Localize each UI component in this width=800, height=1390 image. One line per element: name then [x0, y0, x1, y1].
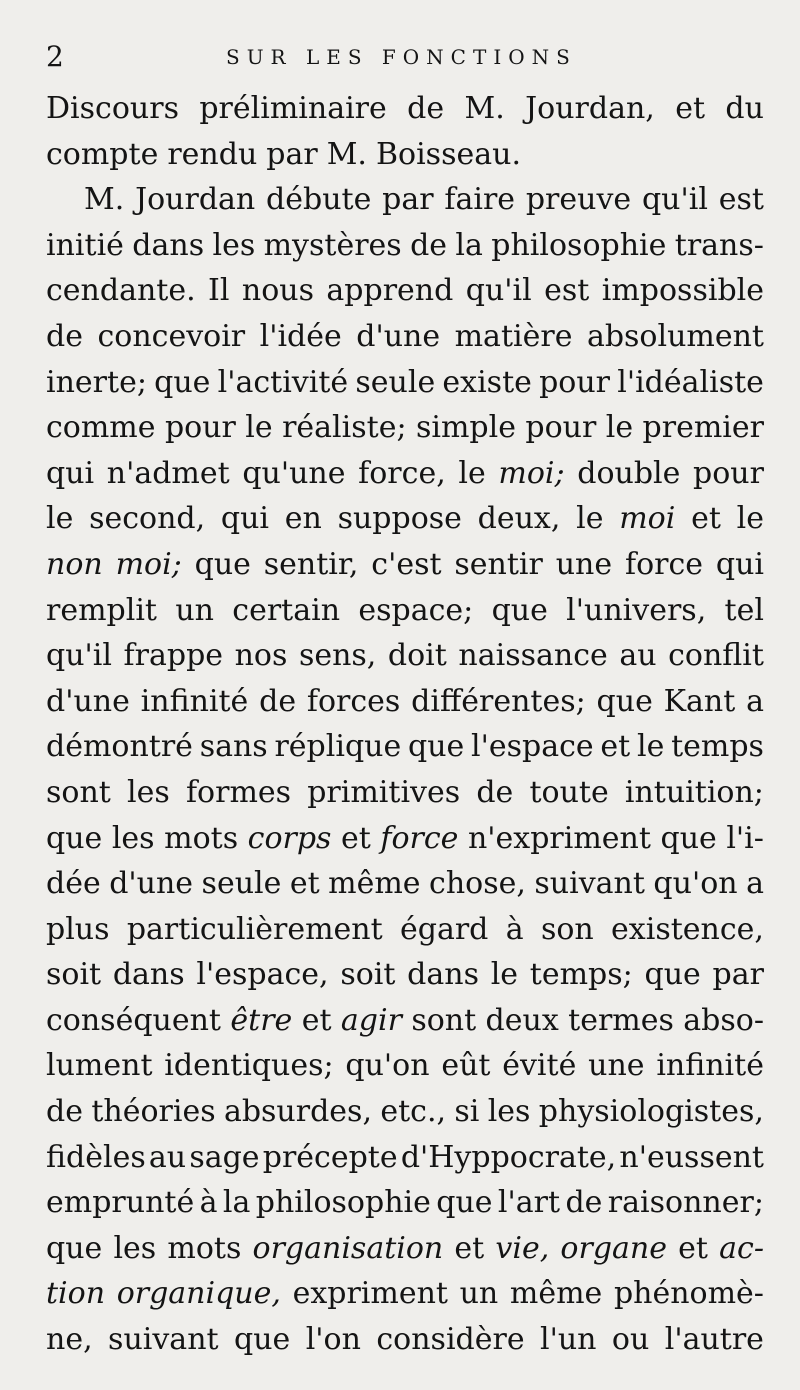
word: fidèles: [46, 1139, 146, 1175]
word: du: [725, 91, 764, 126]
word: même: [328, 866, 421, 902]
text-line: [46, 268, 764, 314]
word: que: [407, 729, 465, 765]
word: et: [678, 1230, 708, 1266]
word: ne,: [46, 1322, 93, 1358]
word: vie,: [495, 1230, 550, 1266]
text-line: [46, 1043, 764, 1089]
word: chose,: [429, 866, 526, 902]
word: par: [712, 957, 764, 993]
word: le: [245, 410, 273, 446]
word: qu'il: [46, 638, 112, 674]
word: frappe: [123, 638, 224, 674]
word: l'espace: [471, 729, 594, 765]
word: l'idéaliste: [617, 364, 764, 400]
word: moi;: [498, 455, 565, 491]
word: que: [660, 820, 717, 856]
word: double: [577, 455, 681, 491]
word: simple: [415, 410, 516, 446]
word: n'expriment: [467, 820, 651, 856]
word: sans: [199, 729, 268, 765]
text-line: [46, 496, 764, 542]
word: dans: [112, 957, 185, 993]
running-title: SUR LES FONCTIONS: [226, 45, 577, 69]
word: différentes;: [411, 683, 586, 719]
word: Kant: [663, 683, 736, 719]
word: d'une: [356, 318, 441, 354]
word: pour: [539, 364, 611, 400]
word: qu'il: [465, 273, 532, 309]
word: remplit: [46, 592, 157, 628]
word: infinité: [656, 1048, 764, 1084]
text-line: [46, 542, 764, 588]
word: l'on: [305, 1322, 361, 1358]
word: existe: [442, 364, 532, 400]
word: et: [341, 820, 371, 856]
word: pour: [164, 410, 236, 446]
word: espace;: [358, 592, 474, 628]
text-line: [46, 1226, 764, 1272]
word: un: [459, 1276, 499, 1312]
word: agir: [340, 1002, 402, 1038]
word: dée: [46, 866, 101, 902]
word: impossible: [601, 273, 764, 309]
word: être: [230, 1002, 293, 1038]
word: l'espace,: [196, 957, 329, 993]
word: le: [636, 729, 665, 765]
text-line: [46, 816, 764, 862]
word: l'un: [540, 1322, 597, 1358]
word: son: [540, 911, 594, 947]
word: M.: [326, 136, 367, 172]
word: intuition;: [624, 774, 764, 810]
word: Jourdan: [135, 182, 256, 218]
text-line: [46, 724, 764, 770]
word: force: [380, 820, 459, 856]
word: une: [555, 546, 613, 582]
word: en: [284, 501, 322, 537]
word: Il: [208, 273, 230, 309]
word: par: [266, 136, 318, 172]
word: réaliste;: [282, 410, 407, 446]
word: raisonner;: [607, 1185, 764, 1221]
word: force,: [358, 455, 446, 491]
word: temps;: [529, 957, 633, 993]
word: réplique: [274, 729, 402, 765]
word: mots: [167, 1230, 242, 1266]
text-line: [46, 907, 764, 953]
word: si: [454, 1094, 480, 1130]
word: que: [491, 592, 548, 628]
text-line: [46, 679, 764, 725]
word: les: [127, 774, 170, 810]
word: organisation: [252, 1230, 444, 1266]
text-line: [46, 770, 764, 816]
word: Boisseau.: [375, 136, 521, 172]
word: l'activité: [217, 364, 349, 400]
word: termes: [568, 1002, 674, 1038]
word: et: [600, 729, 631, 765]
word: d'Hyppocrate,: [400, 1139, 617, 1175]
word: théories: [91, 1094, 216, 1130]
word: un: [175, 592, 214, 628]
word: infinité: [140, 683, 249, 719]
word: que: [46, 820, 103, 856]
word: n'eussent: [619, 1139, 764, 1175]
text-line: [46, 1180, 764, 1226]
text-line: [46, 952, 764, 998]
text-line: [46, 861, 764, 907]
word: à: [505, 911, 524, 947]
word: dans: [407, 957, 479, 993]
word: premier: [642, 410, 764, 446]
word: M.: [84, 182, 125, 218]
word: Jourdan,: [525, 91, 655, 126]
word: débute: [266, 182, 372, 218]
word: le: [46, 501, 74, 537]
text-line: [46, 86, 764, 132]
text-line: [46, 405, 764, 451]
text-line: [46, 177, 764, 223]
page-number: 2: [46, 40, 64, 73]
word: que: [596, 683, 653, 719]
word: mystères: [263, 227, 402, 263]
text-line: [46, 223, 764, 269]
word: existence,: [611, 911, 764, 947]
word: nous: [241, 273, 315, 309]
word: de: [407, 91, 445, 126]
word: organe: [560, 1230, 667, 1266]
word: seule: [201, 866, 282, 902]
word: Discours: [46, 91, 179, 126]
word: nos: [234, 638, 288, 674]
word: plus: [46, 911, 110, 947]
word: de: [46, 1094, 83, 1130]
word: qui: [46, 455, 95, 491]
word: rendu: [167, 136, 258, 172]
word: l'univers,: [566, 592, 707, 628]
word: que: [234, 1322, 291, 1358]
word: et: [675, 91, 706, 126]
word: conséquent: [46, 1002, 221, 1038]
word: a: [746, 683, 764, 719]
word: l'i-: [726, 820, 764, 856]
word: les: [212, 227, 256, 263]
word: l'art: [497, 1185, 561, 1221]
word: suivant: [108, 1322, 219, 1358]
word: physiologistes,: [538, 1094, 764, 1130]
word: doit: [387, 638, 447, 674]
word: est: [544, 273, 590, 309]
word: que: [644, 957, 701, 993]
word: soit: [46, 957, 102, 993]
word: phénomè-: [613, 1276, 764, 1312]
word: M.: [464, 91, 505, 126]
word: le: [605, 410, 634, 446]
word: qu'on: [653, 866, 738, 902]
word: deux: [485, 1002, 559, 1038]
word: de: [259, 683, 297, 719]
word: que: [154, 364, 211, 400]
word: les: [487, 1094, 531, 1130]
word: absurdes,: [223, 1094, 372, 1130]
word: préliminaire: [199, 91, 387, 126]
word: qui: [715, 546, 764, 582]
word: même: [509, 1276, 603, 1312]
word: absolument: [586, 318, 764, 354]
word: matière: [454, 318, 573, 354]
word: et: [301, 1002, 332, 1038]
word: de: [476, 774, 514, 810]
text-line: [46, 314, 764, 360]
word: sont: [46, 774, 111, 810]
text-line: [46, 633, 764, 679]
word: organique,: [116, 1276, 281, 1312]
word: moi;: [115, 546, 182, 582]
word: pour: [525, 410, 597, 446]
word: eût: [441, 1048, 491, 1084]
word: identiques;: [164, 1048, 334, 1084]
word: au: [148, 1139, 187, 1175]
word: emprunté: [46, 1185, 195, 1221]
word: pour: [693, 455, 764, 491]
word: par: [382, 182, 434, 218]
text-line: [46, 588, 764, 634]
word: preuve: [525, 182, 632, 218]
word: inerte;: [46, 364, 147, 400]
word: conflit: [668, 638, 764, 674]
word: les: [111, 820, 155, 856]
word: qu'il: [641, 182, 708, 218]
word: force: [624, 546, 704, 582]
word: sentir: [454, 546, 543, 582]
word: particulièrement: [126, 911, 383, 947]
word: expriment: [292, 1276, 448, 1312]
word: que: [436, 1185, 493, 1221]
word: qu'on: [345, 1048, 430, 1084]
word: tion: [46, 1276, 106, 1312]
word: non: [46, 546, 103, 582]
word: et: [691, 501, 721, 537]
word: tel: [724, 592, 764, 628]
word: philosophie: [491, 227, 667, 263]
word: faire: [444, 182, 516, 218]
word: ou: [611, 1322, 650, 1358]
word: évité: [502, 1048, 577, 1084]
word: une: [588, 1048, 645, 1084]
word: qu'une: [242, 455, 346, 491]
word: c'est: [371, 546, 442, 582]
word: l'autre: [664, 1322, 764, 1358]
word: sens,: [298, 638, 377, 674]
text-line: [46, 360, 764, 406]
word: concevoir: [97, 318, 246, 354]
word: de: [46, 318, 83, 354]
word: toute: [529, 774, 609, 810]
word: sage: [189, 1139, 260, 1175]
page-header: [46, 40, 760, 74]
word: trans-: [674, 227, 764, 263]
word: seule: [355, 364, 436, 400]
word: qui: [220, 501, 270, 537]
body-text: [46, 86, 764, 1363]
word: la: [222, 1185, 251, 1221]
word: suivant: [534, 866, 645, 902]
word: philosophie: [255, 1185, 431, 1221]
word: dans: [132, 227, 205, 263]
text-line: [46, 451, 764, 497]
word: temps: [671, 729, 764, 765]
word: abso-: [683, 1002, 764, 1038]
word: suppose: [337, 501, 462, 537]
word: que: [46, 1230, 103, 1266]
word: que: [194, 546, 251, 582]
word: démontré: [46, 729, 193, 765]
word: cendante.: [46, 273, 196, 309]
word: précepte: [262, 1139, 398, 1175]
word: n'admet: [106, 455, 230, 491]
word: le: [458, 455, 486, 491]
word: au: [619, 638, 657, 674]
word: sont: [411, 1002, 477, 1038]
word: d'une: [46, 683, 130, 719]
word: initié: [46, 227, 124, 263]
word: naissance: [458, 638, 608, 674]
word: les: [113, 1230, 157, 1266]
word: le: [576, 501, 604, 537]
word: ac-: [719, 1230, 764, 1266]
word: et: [289, 866, 320, 902]
text-line: [46, 1135, 764, 1181]
word: comme: [46, 410, 156, 446]
word: etc.,: [380, 1094, 447, 1130]
word: sentir,: [263, 546, 359, 582]
word: certain: [232, 592, 341, 628]
word: moi: [619, 501, 676, 537]
text-line: [46, 132, 764, 178]
word: considère: [376, 1322, 525, 1358]
word: compte: [46, 136, 159, 172]
word: de: [565, 1185, 603, 1221]
word: à: [199, 1185, 218, 1221]
word: le: [490, 957, 519, 993]
text-line: [46, 1271, 764, 1317]
text-line: [46, 1317, 764, 1363]
word: et: [454, 1230, 485, 1266]
word: est: [718, 182, 764, 218]
word: soit: [340, 957, 396, 993]
word: la: [455, 227, 483, 263]
word: le: [736, 501, 764, 537]
text-line: [46, 1089, 764, 1135]
word: a: [746, 866, 764, 902]
word: l'idée: [259, 318, 342, 354]
word: égard: [400, 911, 489, 947]
word: formes: [185, 774, 292, 810]
word: corps: [247, 820, 332, 856]
word: mots: [164, 820, 239, 856]
word: apprend: [326, 273, 454, 309]
word: second,: [89, 501, 206, 537]
word: lument: [46, 1048, 153, 1084]
word: d'une: [109, 866, 194, 902]
word: primitives: [307, 774, 461, 810]
text-line: [46, 998, 764, 1044]
word: forces: [306, 683, 401, 719]
word: deux,: [477, 501, 561, 537]
word: de: [410, 227, 448, 263]
